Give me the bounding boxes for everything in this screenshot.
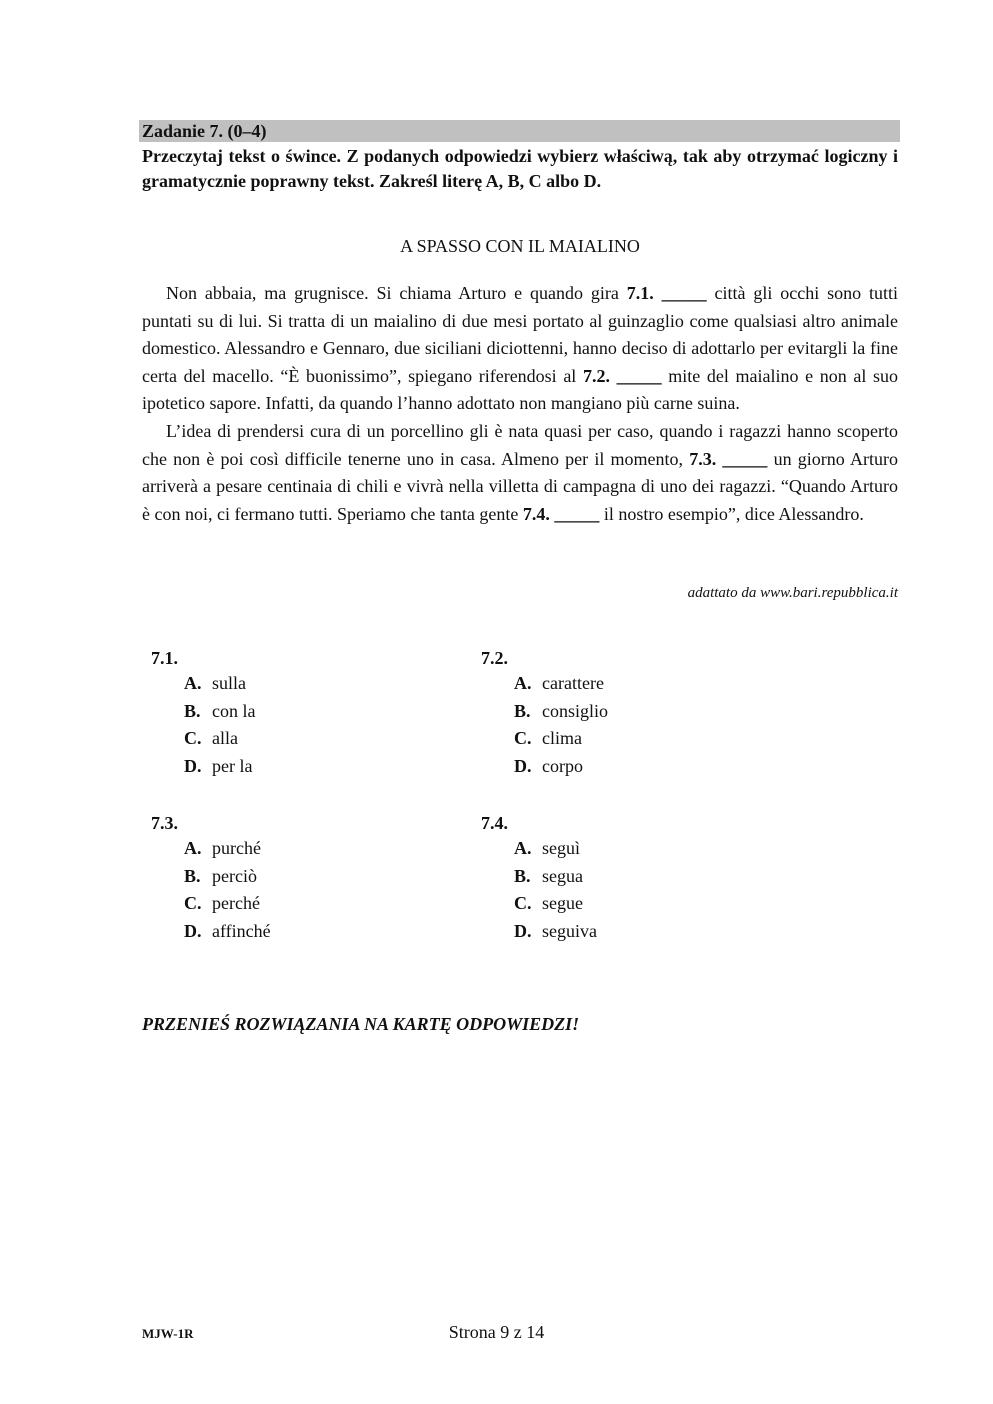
option-text: consiglio — [542, 700, 608, 721]
article-paragraph-2 — [142, 418, 898, 528]
option-letter: D. — [514, 920, 532, 941]
exam-code: MJW-1R — [142, 1326, 194, 1341]
option-text: purché — [212, 838, 261, 858]
article-paragraph-1 — [142, 280, 898, 418]
option-letter: A. — [184, 838, 202, 858]
option-a[interactable] — [514, 670, 781, 698]
option-d[interactable] — [514, 753, 781, 781]
option-text: clima — [542, 728, 582, 749]
option-letter: D. — [514, 755, 532, 776]
text-segment: il nostro esempio”, dice Alessandro. — [599, 503, 864, 524]
option-a[interactable] — [514, 835, 781, 863]
option-letter: A. — [514, 673, 532, 693]
option-text: affinché — [212, 920, 271, 941]
option-letter: A. — [184, 673, 202, 693]
option-text: con la — [212, 700, 256, 721]
option-c[interactable] — [514, 725, 781, 753]
option-text: seguì — [542, 838, 580, 858]
gap-number-7-3: 7.3. — [689, 448, 717, 469]
text-segment: un giorno Arturo arriverà a pesare centinaia di chili e vivrà nella villetta di campagna di uno dei ragazzi. “Quando Arturo è con noi, ci fermano tutti. Speriamo che tanta gente — [142, 448, 898, 524]
option-letter: B. — [514, 865, 531, 886]
option-letter: B. — [514, 700, 531, 721]
option-text: seguiva — [542, 920, 597, 941]
option-letter: D. — [184, 755, 202, 776]
article-source: adattato da www.bari.repubblica.it — [687, 585, 898, 601]
option-text: corpo — [542, 755, 583, 776]
text-segment: città gli occhi sono tutti puntati su di lui. Si tratta di un maialino di due mesi portato al guinzaglio come qualsiasi altro animale domestico. Alessandro e Gennaro, due siciliani diciottenni, hanno deciso di adottarlo per evitargli la fine certa del macello. “È buonissimo”, spiegano riferendosi al — [142, 283, 898, 386]
option-d[interactable] — [184, 918, 451, 946]
option-text: segue — [542, 893, 583, 914]
option-letter: B. — [184, 700, 201, 721]
option-b[interactable] — [184, 863, 451, 891]
option-text: perciò — [212, 865, 257, 886]
option-d[interactable] — [184, 753, 451, 781]
gap-number-7-4: 7.4. — [522, 503, 550, 524]
question-7-4 — [481, 811, 781, 945]
option-letter: C. — [514, 728, 532, 749]
question-number: 7.3. — [151, 813, 178, 833]
question-7-2 — [481, 646, 781, 780]
option-letter: B. — [184, 865, 201, 886]
option-letter: C. — [514, 893, 532, 914]
question-7-3 — [151, 811, 451, 945]
option-b[interactable] — [514, 698, 781, 726]
page-number: Strona 9 z 14 — [448, 1322, 545, 1342]
option-text: segua — [542, 865, 583, 886]
option-c[interactable] — [514, 890, 781, 918]
option-letter: D. — [184, 920, 202, 941]
option-d[interactable] — [514, 918, 781, 946]
text-segment: L’idea di prendersi cura di un porcellino gli è nata quasi per caso, quando i ragazzi hanno scoperto che non è poi così difficile tenerne uno in casa. Almeno per il momento, — [142, 420, 898, 469]
option-a[interactable] — [184, 670, 451, 698]
gap-blank-7-1: _____ — [661, 283, 707, 303]
gap-blank-7-2: _____ — [616, 365, 662, 386]
option-c[interactable] — [184, 890, 451, 918]
article-text — [142, 280, 898, 528]
option-letter: A. — [514, 838, 532, 858]
transfer-note: PRZENIEŚ ROZWIĄZANIA NA KARTĘ ODPOWIEDZI! — [142, 1014, 580, 1034]
option-text: alla — [212, 728, 238, 749]
text-segment: mite del maialino e non al suo ipotetico sapore. Infatti, da quando l’hanno adottato non mangiano più carne suina. — [142, 365, 898, 414]
task-header: Zadanie 7. (0–4) — [139, 120, 900, 142]
gap-number-7-1: 7.1. — [626, 283, 654, 303]
option-text: perché — [212, 893, 260, 914]
option-text: carattere — [542, 673, 604, 693]
question-number: 7.1. — [151, 648, 178, 668]
article-title: A SPASSO CON IL MAIALINO — [400, 236, 640, 256]
gap-blank-7-3: _____ — [722, 448, 768, 469]
text-segment: Non abbaia, ma grugnisce. Si chiama Arturo e quando gira — [166, 283, 627, 303]
option-a[interactable] — [184, 835, 451, 863]
option-letter: C. — [184, 893, 202, 914]
gap-number-7-2: 7.2. — [582, 365, 610, 386]
option-text: sulla — [212, 673, 246, 693]
option-b[interactable] — [184, 698, 451, 726]
option-letter: C. — [184, 728, 202, 749]
question-number: 7.2. — [481, 648, 508, 668]
option-text: per la — [212, 755, 253, 776]
option-b[interactable] — [514, 863, 781, 891]
question-number: 7.4. — [481, 813, 508, 833]
option-c[interactable] — [184, 725, 451, 753]
gap-blank-7-4: _____ — [554, 503, 600, 524]
question-7-1 — [151, 646, 451, 780]
task-instruction: Przeczytaj tekst o śwince. Z podanych odpowiedzi wybierz właściwą, tak aby otrzymać logiczny i gramatycznie poprawny tekst. Zakreśl literę A, B, C albo D. — [142, 146, 898, 191]
